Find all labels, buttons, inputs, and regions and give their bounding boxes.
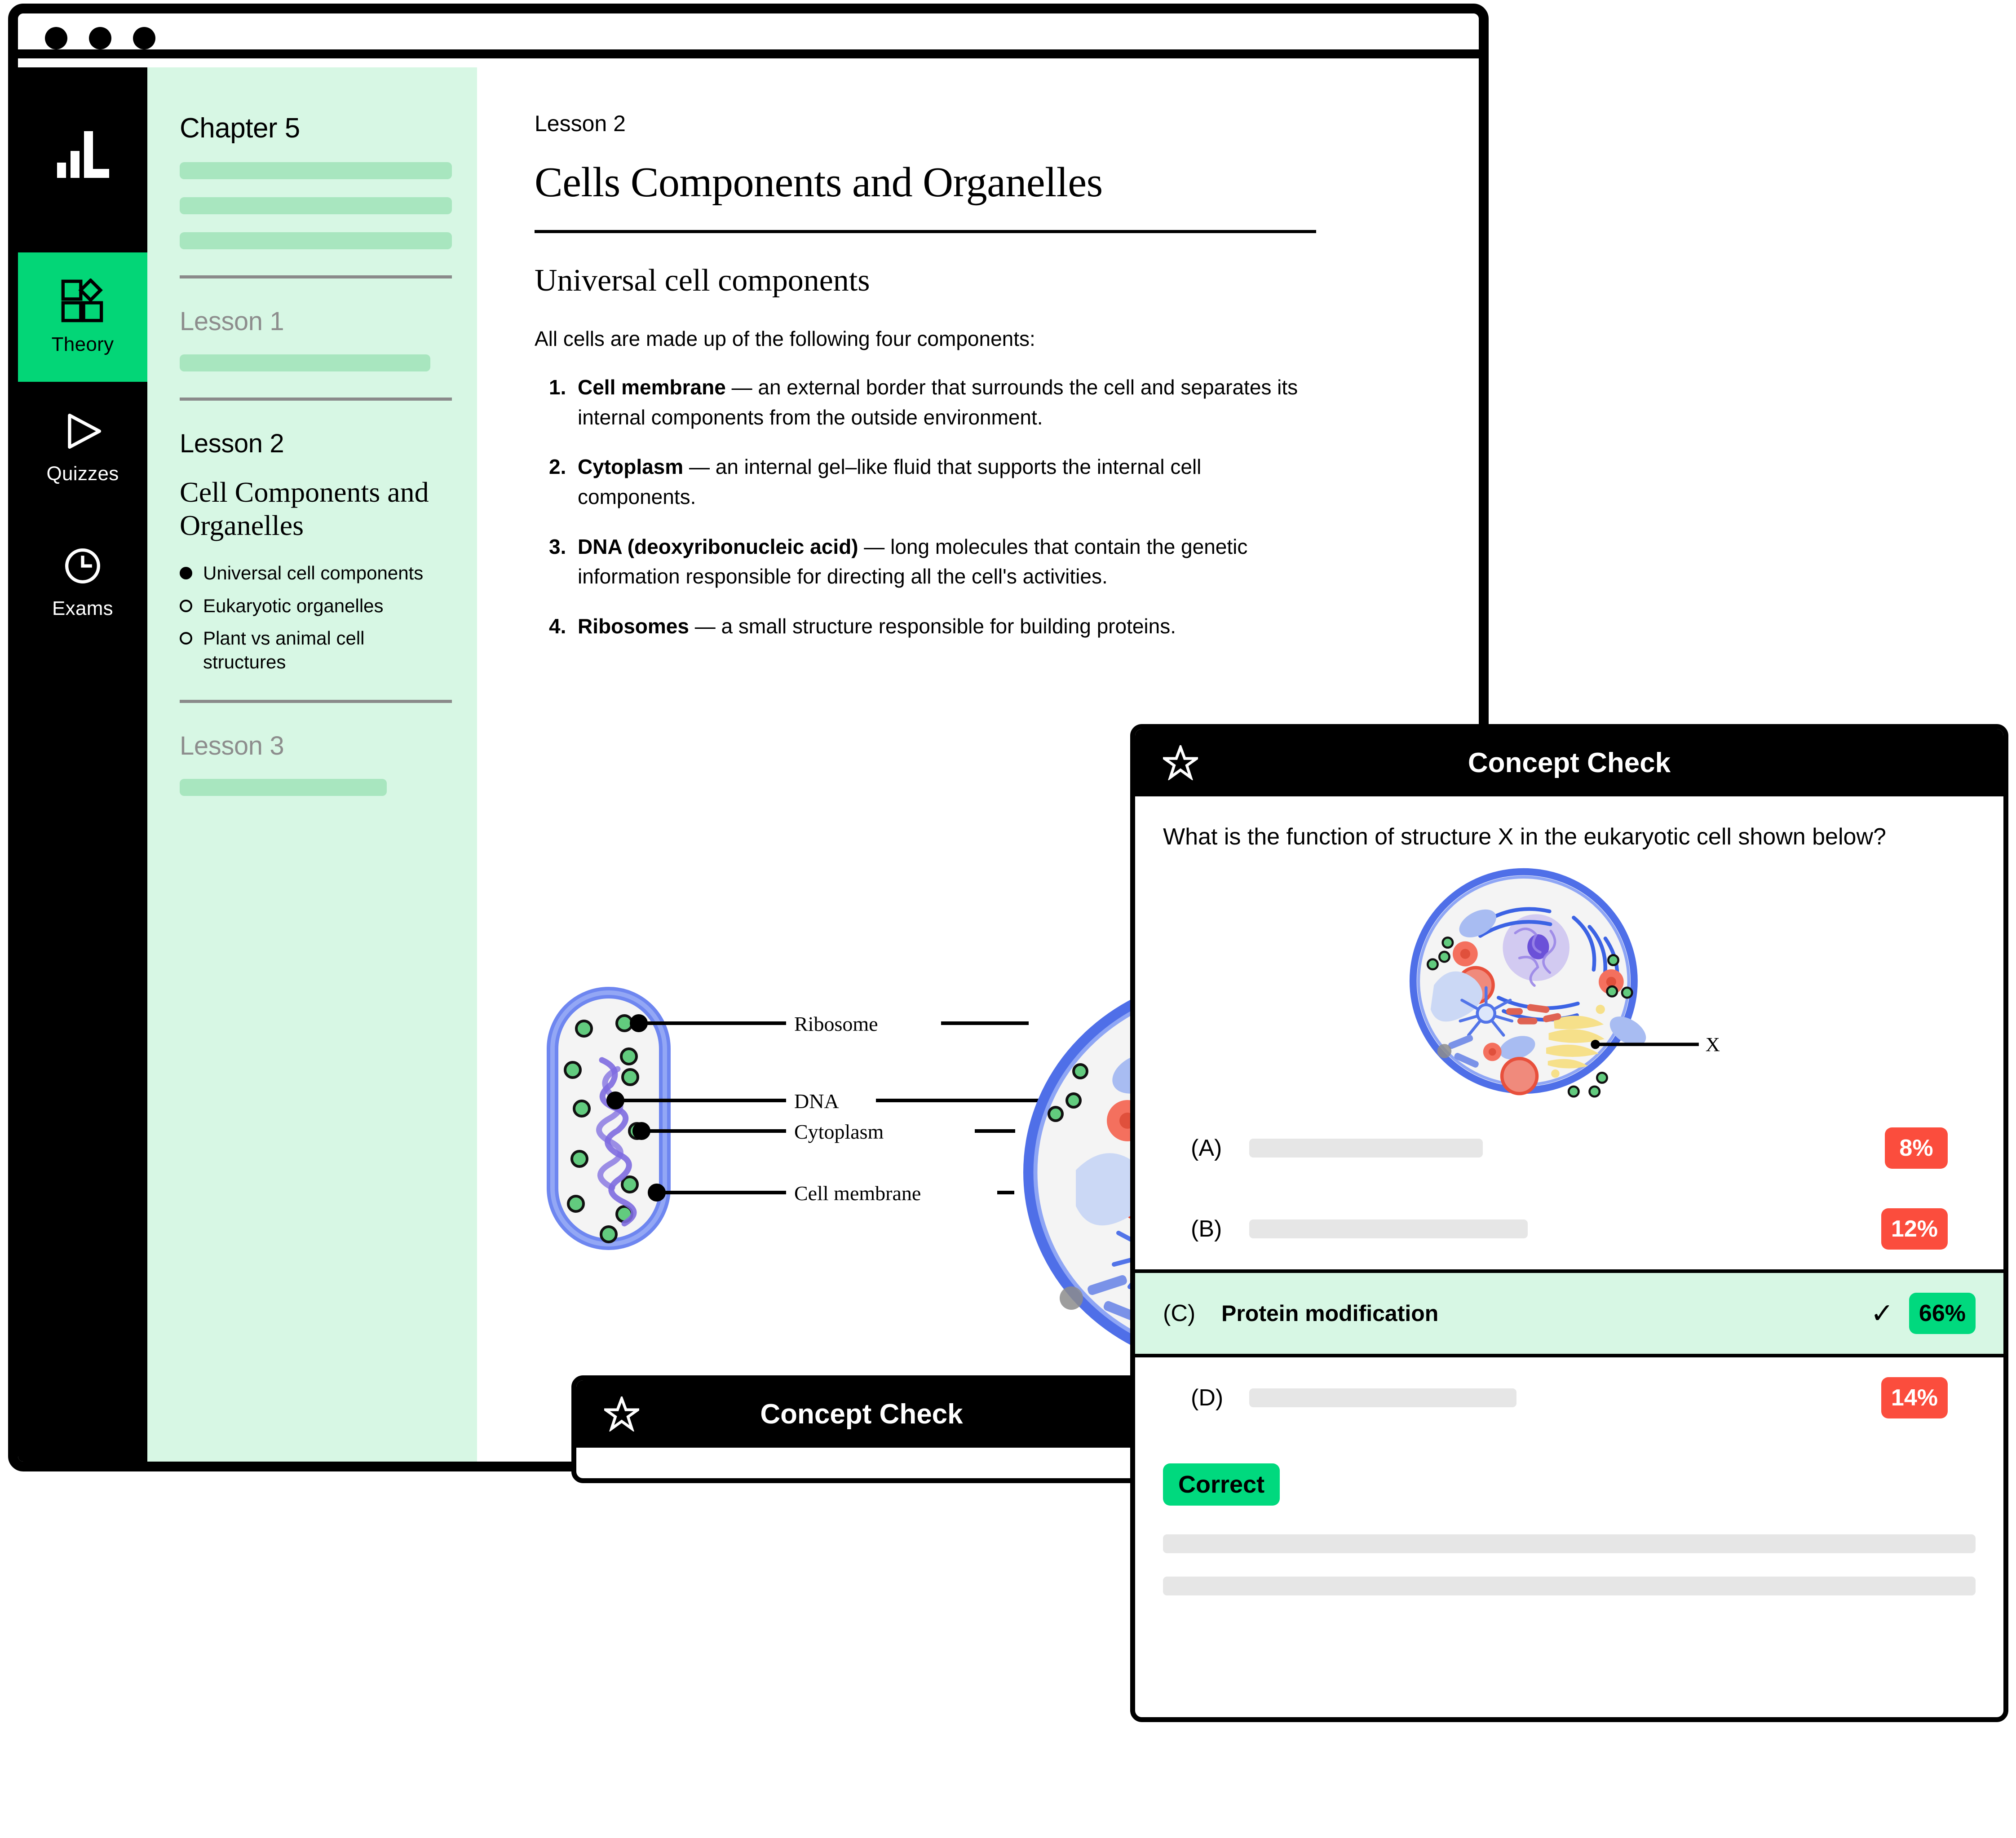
radio-unselected-icon — [180, 632, 192, 645]
list-term: Cytoplasm — [578, 455, 684, 479]
skeleton-line — [180, 779, 387, 796]
topic-list — [180, 561, 452, 674]
list-number: 1. — [549, 376, 566, 399]
answer-option-a[interactable] — [1163, 1108, 1976, 1189]
concept-check-card-back[interactable] — [571, 1375, 1152, 1483]
list-desc: a small structure responsible for building proteins. — [721, 614, 1176, 638]
concept-check-card[interactable] — [1130, 724, 2008, 1722]
list-desc: long molecules that contain the genetic information responsible for directing all the cell's activities. — [578, 535, 1248, 588]
radio-unselected-icon — [180, 600, 192, 612]
sidebar-item-theory[interactable] — [18, 252, 147, 382]
topic-label: Universal cell components — [203, 562, 424, 584]
sidebar-lesson-3[interactable]: Lesson 3 — [180, 731, 284, 761]
sidebar-item-label: Theory — [51, 333, 114, 355]
option-text-skeleton — [1249, 1219, 1528, 1238]
concept-check-title: Concept Check — [760, 1398, 963, 1430]
eukaryotic-cell-question-diagram — [1322, 864, 1817, 1098]
clock-icon — [59, 543, 106, 589]
sidebar-item-label: Exams — [52, 597, 113, 619]
topic-label: Plant vs animal cell structures — [203, 627, 365, 672]
concept-check-body — [1135, 796, 2003, 1595]
answer-option-c[interactable] — [1135, 1269, 2003, 1357]
figure-label-x: X — [1705, 1033, 1720, 1056]
option-letter: (B) — [1191, 1215, 1222, 1242]
sidebar-lesson-2-name[interactable]: Cell Components and Organelles — [180, 476, 429, 541]
play-triangle-icon — [59, 408, 106, 455]
lesson-sidebar — [147, 67, 477, 1462]
components-list — [535, 372, 1429, 641]
list-item — [535, 611, 1312, 641]
option-label: Protein modification — [1221, 1300, 1439, 1326]
content-kicker: Lesson 2 — [535, 111, 626, 136]
intro-paragraph: All cells are made up of the following four components: — [535, 327, 1035, 350]
sidebar-divider — [180, 275, 452, 278]
sidebar-item-exams[interactable] — [18, 517, 147, 646]
option-percent-badge: 12% — [1881, 1208, 1948, 1250]
list-desc: an external border that surrounds the cell and separates its internal components from the outside environment. — [578, 376, 1298, 429]
page-title: Cells Components and Organelles — [535, 159, 1103, 206]
shapes-icon — [59, 278, 106, 325]
checkmark-icon: ✓ — [1870, 1298, 1894, 1330]
skeleton-line — [180, 197, 452, 214]
list-dash: — — [689, 614, 721, 638]
window-titlebar — [18, 13, 1479, 58]
topic-universal-cell-components[interactable] — [180, 561, 452, 585]
option-text-skeleton — [1249, 1139, 1483, 1158]
list-number: 4. — [549, 614, 566, 638]
list-number: 3. — [549, 535, 566, 558]
option-letter: (A) — [1191, 1135, 1222, 1161]
concept-check-header — [576, 1380, 1147, 1448]
answer-options — [1163, 1108, 1976, 1438]
list-term: Cell membrane — [578, 376, 726, 399]
explanation-skeleton-line — [1163, 1577, 1976, 1595]
star-icon — [604, 1396, 639, 1432]
status-badge: Correct — [1163, 1463, 1280, 1506]
sidebar-item-label: Quizzes — [46, 463, 119, 485]
diagram-label-cell-membrane: Cell membrane — [794, 1182, 921, 1205]
diagram-label-cytoplasm: Cytoplasm — [794, 1120, 884, 1143]
sidebar-divider — [180, 700, 452, 703]
question-text: What is the function of structure X in the eukaryotic cell shown below? — [1163, 824, 1886, 850]
answer-option-b[interactable] — [1163, 1189, 1976, 1269]
skeleton-line — [180, 354, 430, 371]
list-item — [535, 372, 1312, 432]
list-term: Ribosomes — [578, 614, 689, 638]
list-item — [535, 532, 1312, 592]
sidebar-lesson-2[interactable]: Lesson 2 — [180, 429, 284, 458]
window-dot-maximize[interactable] — [133, 27, 155, 49]
sidebar-lesson-1[interactable]: Lesson 1 — [180, 307, 284, 336]
radio-selected-icon — [180, 567, 192, 579]
skeleton-line — [180, 232, 452, 249]
topic-plant-vs-animal-cell-structures[interactable] — [180, 627, 452, 674]
option-percent-badge: 14% — [1881, 1377, 1948, 1418]
list-number: 2. — [549, 455, 566, 479]
title-rule — [535, 230, 1316, 233]
window-controls[interactable] — [45, 27, 155, 49]
list-item — [535, 452, 1312, 512]
answer-option-d[interactable] — [1163, 1357, 1976, 1438]
concept-check-title: Concept Check — [1468, 747, 1671, 778]
question-figure — [1163, 864, 1976, 1098]
chapter-title: Chapter 5 — [180, 113, 300, 144]
bar-chart-logo-icon — [56, 130, 110, 180]
nav-rail — [18, 67, 147, 1462]
list-dash: — — [858, 535, 891, 558]
concept-check-header — [1135, 729, 2003, 796]
list-desc: an internal gel–like fluid that supports the internal cell components. — [578, 455, 1202, 509]
option-letter: (D) — [1191, 1384, 1224, 1411]
prokaryotic-cell-figure — [553, 993, 665, 1244]
list-dash: — — [683, 455, 716, 479]
window-dot-close[interactable] — [45, 27, 67, 49]
option-letter: (C) — [1163, 1300, 1196, 1326]
sidebar-divider — [180, 398, 452, 401]
list-term: DNA (deoxyribonucleic acid) — [578, 535, 858, 558]
diagram-label-ribosome: Ribosome — [794, 1012, 878, 1035]
skeleton-line — [180, 162, 452, 179]
topic-eukaryotic-organelles[interactable] — [180, 594, 452, 618]
diagram-label-dna: DNA — [794, 1090, 839, 1113]
list-dash: — — [725, 376, 758, 399]
star-icon — [1163, 745, 1198, 780]
option-percent-badge: 8% — [1885, 1127, 1948, 1169]
section-title: Universal cell components — [535, 263, 870, 298]
explanation-skeleton-line — [1163, 1534, 1976, 1553]
option-percent-badge: 66% — [1909, 1293, 1976, 1334]
topic-label: Eukaryotic organelles — [203, 595, 384, 616]
window-dot-minimize[interactable] — [89, 27, 111, 49]
option-text-skeleton — [1249, 1388, 1516, 1407]
sidebar-item-quizzes[interactable] — [18, 382, 147, 511]
